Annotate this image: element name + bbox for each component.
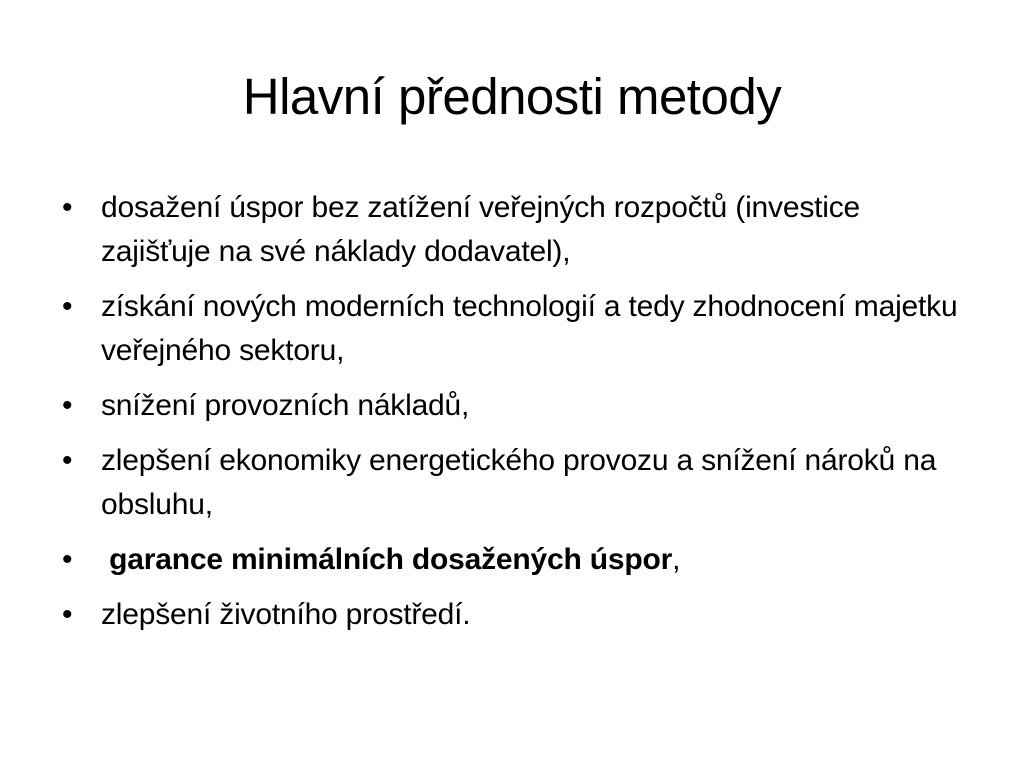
bullet-icon: • (62, 444, 73, 477)
bullet-text-bold: garance minimálních dosažených úspor (109, 543, 673, 576)
bullet-item-savings (60, 186, 960, 274)
bullet-icon: • (62, 389, 73, 422)
bullet-item-technologies (60, 285, 960, 373)
bullet-text: zlepšení životního prostředí. (101, 598, 471, 631)
slide-title: Hlavní přednosti metody (242, 68, 782, 125)
bullet-text: získání nových moderních technologií a tedy zhodnocení majetku veřejného sektoru, (101, 290, 958, 367)
bullet-icon: • (62, 543, 73, 576)
bullet-item-environment (60, 593, 960, 637)
bullet-text: zlepšení ekonomiky energetického provozu a snížení nároků na obsluhu, (101, 444, 937, 521)
bullet-item-economics (60, 439, 960, 527)
bullet-text: dosažení úspor bez zatížení veřejných rozpočtů (investice zajišťuje na své náklady dodavatel), (101, 191, 861, 268)
bullet-icon: • (62, 290, 73, 323)
bullet-icon: • (62, 598, 73, 631)
bullet-text: snížení provozních nákladů, (101, 389, 470, 422)
bullet-text-suffix: , (672, 543, 681, 576)
bullet-text (101, 543, 680, 576)
bullet-list (60, 186, 960, 648)
bullet-item-operating-costs (60, 384, 960, 428)
bullet-icon: • (62, 191, 73, 224)
bullet-item-guarantee (60, 538, 960, 582)
